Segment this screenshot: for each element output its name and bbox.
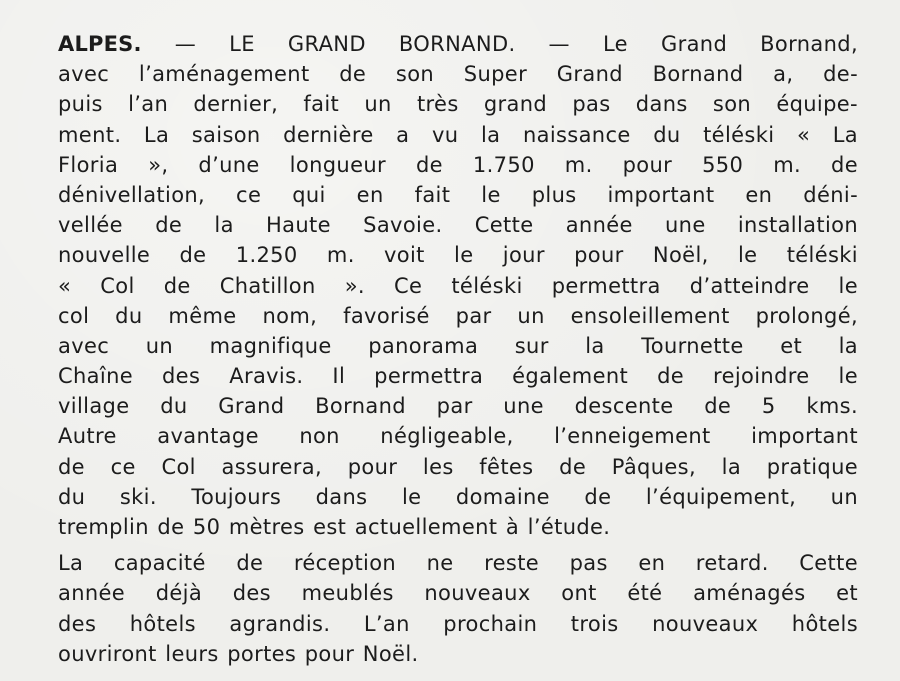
paragraph-1 <box>58 29 858 542</box>
text-line: de ce Col assurera, pour les fêtes de Pâques, la pratique <box>58 454 858 479</box>
text-line: tremplin de 50 mètres est actuellement à l’étude. <box>58 515 611 539</box>
paragraph-2 <box>58 548 858 669</box>
region-heading: ALPES. <box>58 32 142 56</box>
text-line: Chaîne des Aravis. Il permettra également de rejoindre le <box>58 364 858 389</box>
text-line: avec l’aménagement de son Super Grand Bornand a, de- <box>58 62 858 87</box>
text-line: La capacité de réception ne reste pas en retard. Cette <box>58 551 858 576</box>
text-line: col du même nom, favorisé par un ensoleillement prolongé, <box>58 303 858 328</box>
text-line: du ski. Toujours dans le domaine de l’équipement, un <box>58 484 858 509</box>
text-line: « Col de Chatillon ». Ce téléski permettra d’atteindre le <box>58 273 858 298</box>
article-text <box>58 29 858 669</box>
text-line: Floria », d’une longueur de 1.750 m. pour 550 m. de <box>58 152 858 177</box>
text-line: Autre avantage non négligeable, l’enneigement important <box>58 424 858 449</box>
text-line: vellée de la Haute Savoie. Cette année une installation <box>58 213 858 238</box>
text-line: ouvriront leurs portes pour Noël. <box>58 641 419 666</box>
text-line: ALPES. — LE GRAND BORNAND. — Le Grand Bornand, <box>58 32 858 56</box>
text-line: nouvelle de 1.250 m. voit le jour pour Noël, le téléski <box>58 243 858 268</box>
text-line: des hôtels agrandis. L’an prochain trois nouveaux hôtels <box>58 611 858 636</box>
text-line: avec un magnifique panorama sur la Tournette et la <box>58 333 858 358</box>
text-line: ment. La saison dernière a vu la naissance du téléski « La <box>58 122 858 147</box>
text-line: année déjà des meublés nouveaux ont été aménagés et <box>58 581 858 606</box>
text-line: village du Grand Bornand par une descente de 5 kms. <box>58 394 858 419</box>
text-line: dénivellation, ce qui en fait le plus important en déni- <box>58 182 858 207</box>
text-line: puis l’an dernier, fait un très grand pas dans son équipe- <box>58 92 858 117</box>
